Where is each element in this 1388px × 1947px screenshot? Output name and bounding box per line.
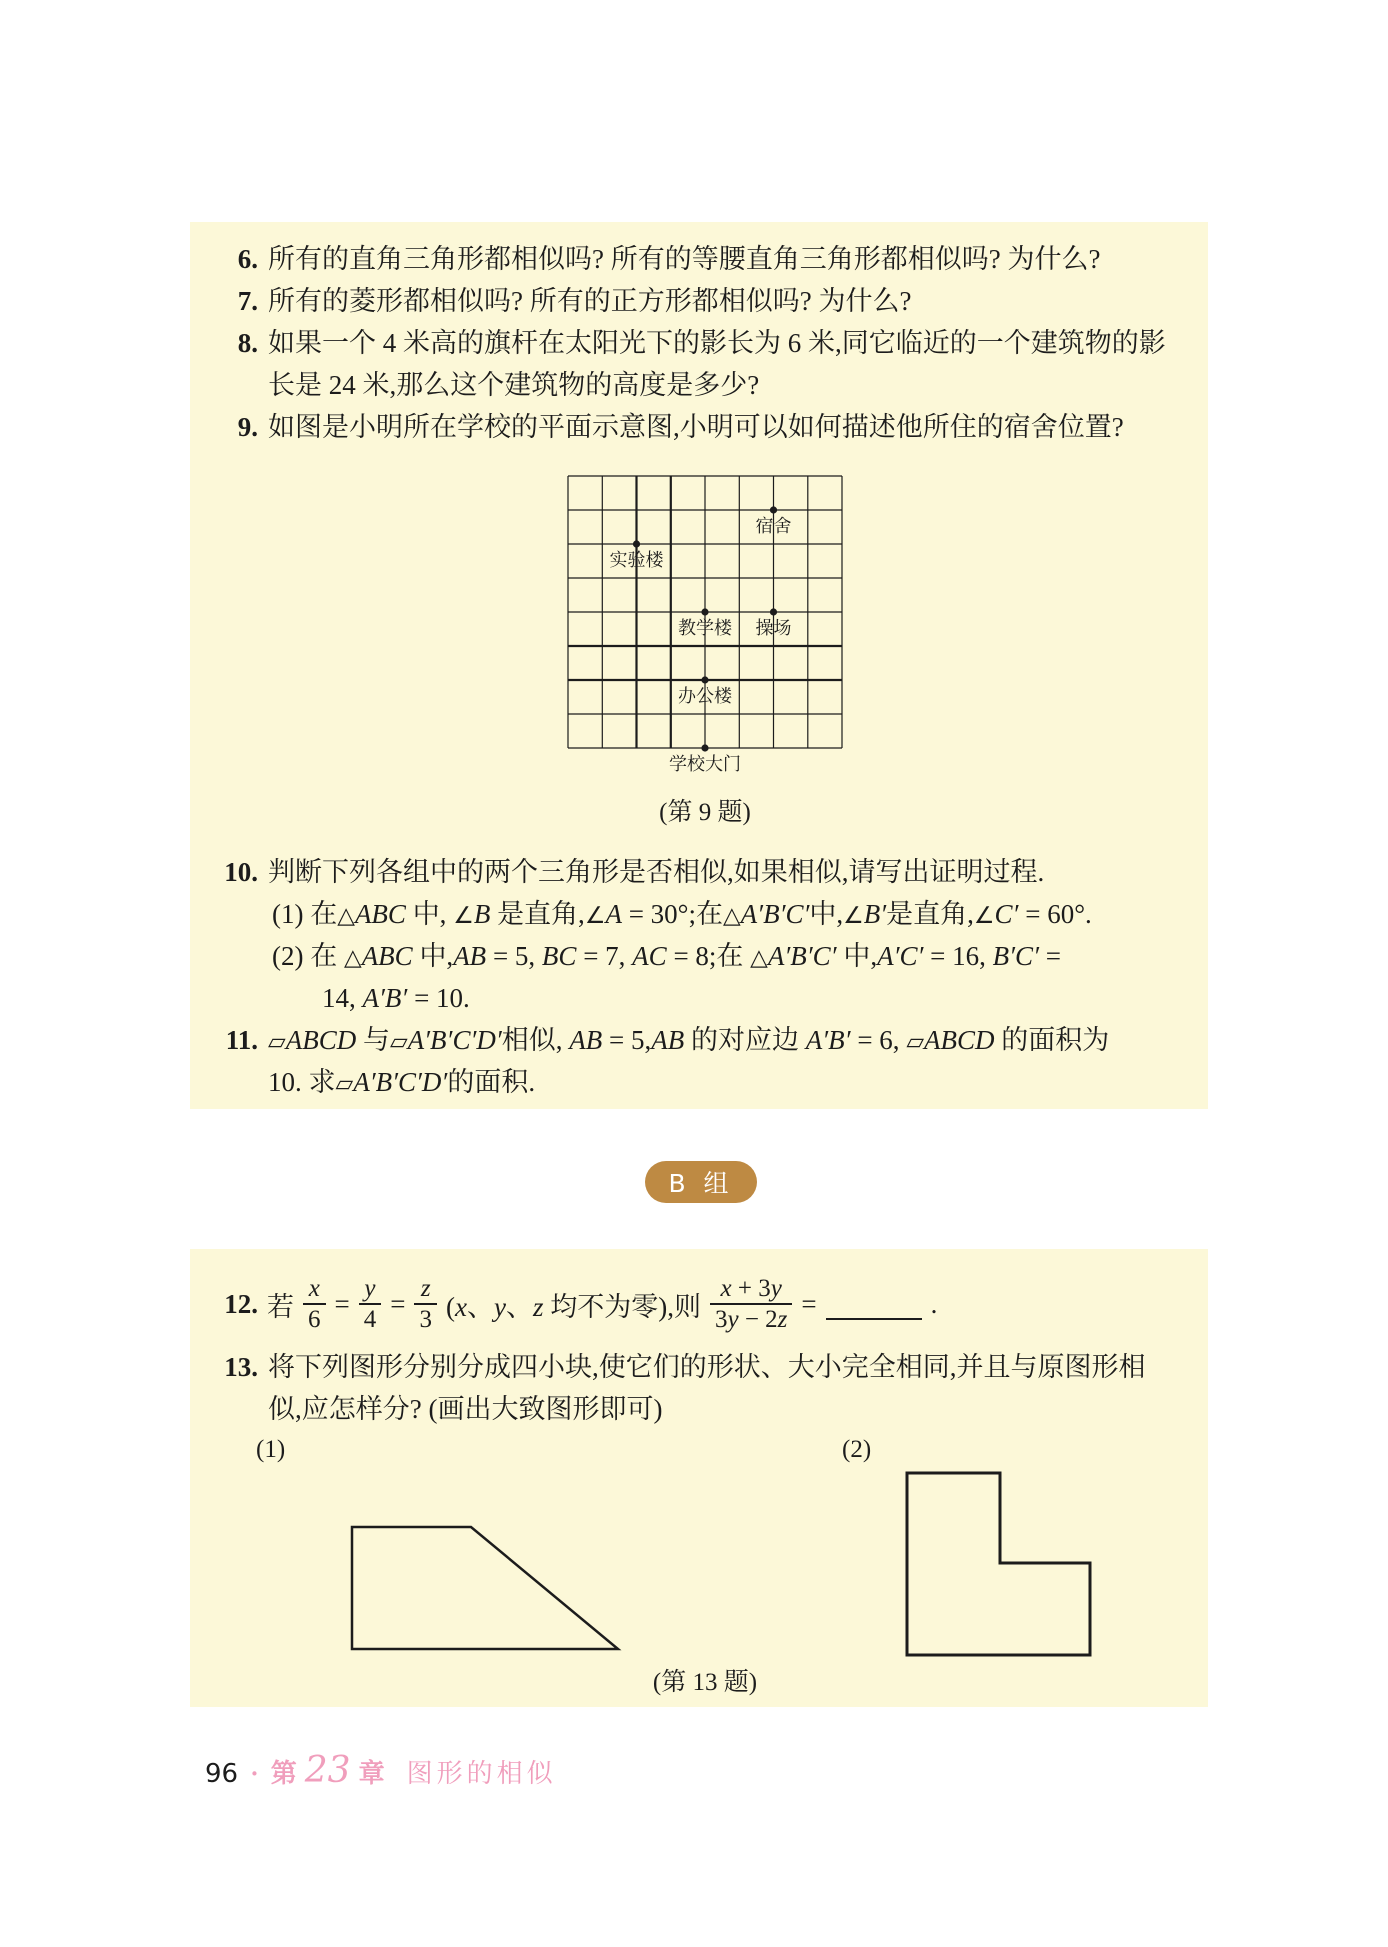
- problem-8-text-line2: 长是 24 米,那么这个建筑物的高度是多少?: [268, 370, 760, 400]
- playground-label: 操场: [755, 618, 792, 638]
- page-number: 96: [205, 1759, 239, 1789]
- problem-13-text-line2: 似,应怎样分? (画出大致图形即可): [268, 1394, 663, 1424]
- problem-9-text: 如图是小明所在学校的平面示意图,小明可以如何描述他所住的宿舍位置?: [268, 412, 1124, 442]
- fraction-denominator: 6: [303, 1303, 326, 1334]
- figure-13-caption: (第 13 题): [652, 1669, 758, 1696]
- group-b-badge-label: B 组: [668, 1169, 734, 1198]
- problem-13-line2: [268, 1388, 662, 1430]
- problem-11-number: 11.: [225, 1025, 258, 1055]
- group-b-badge: [645, 1161, 757, 1203]
- fraction-expression: [710, 1275, 792, 1334]
- fraction-numerator: x + 3y: [720, 1274, 782, 1302]
- problem-13-text-line1: 将下列图形分别分成四小块,使它们的形状、大小完全相同,并且与原图形相: [268, 1352, 1146, 1382]
- problem-8-line2: [268, 364, 759, 406]
- dorm-label: 宿舍: [755, 516, 792, 536]
- fraction-numerator: x: [308, 1274, 320, 1302]
- chapter-title: 图形的相似: [406, 1759, 557, 1788]
- problem-11-line2: 10. 求▱A′B′C′D′的面积.: [268, 1067, 536, 1097]
- office-building-label: 办公楼: [678, 686, 732, 706]
- problem-8-line1: [200, 322, 1166, 364]
- fraction-y-over-4: [359, 1275, 382, 1334]
- lab-building-dot: [633, 540, 640, 547]
- problem-10-number: 10.: [224, 857, 258, 887]
- answer-blank: [826, 1288, 922, 1320]
- problem-13-number: 13.: [224, 1352, 258, 1382]
- problem-10-item-2: (2) 在 △ABC 中,AB = 5, BC = 7, AC = 8;在 △A′B′C′ 中,A′C′ = 16, B′C′ =: [272, 941, 1061, 971]
- problem-12-prefix: 若: [267, 1291, 294, 1322]
- fraction-x-over-6: [303, 1275, 326, 1334]
- separator-dot: ·: [250, 1759, 259, 1788]
- problem-10-item-1: (1) 在△ABC 中, ∠B 是直角,∠A = 30°;在△A′B′C′中,∠B′是直角,∠C′ = 60°.: [272, 899, 1092, 929]
- chapter-prefix: 第: [270, 1759, 297, 1788]
- problem-11-text-line1: ▱ABCD 与▱A′B′C′D′相似, AB = 5,AB 的对应边 A′B′ = 6, ▱ABCD 的面积为: [268, 1025, 1110, 1055]
- teaching-building-label: 教学楼: [678, 618, 732, 638]
- problem-9: [200, 406, 1124, 448]
- problem-6-text: 所有的直角三角形都相似吗? 所有的等腰直角三角形都相似吗? 为什么?: [268, 244, 1101, 274]
- problem-9-number: 9.: [237, 412, 258, 442]
- problem-7-number: 7.: [237, 286, 258, 316]
- problem-12: [200, 1266, 937, 1342]
- problem-7: [200, 280, 911, 322]
- problem-8-text-line1: 如果一个 4 米高的旗杆在太阳光下的影长为 6 米,同它临近的一个建筑物的影: [268, 328, 1166, 358]
- school-gate-label: 学校大门: [669, 754, 741, 774]
- figure-13-shape1-label: (1): [256, 1436, 286, 1463]
- trapezoid-shape: [350, 1524, 622, 1652]
- school-map-grid: [568, 476, 842, 774]
- equals-sign: =: [390, 1288, 406, 1319]
- problem-10-item-2-cont: 14, A′B′ = 10.: [322, 983, 470, 1013]
- problem-10-text: 判断下列各组中的两个三角形是否相似,如果相似,请写出证明过程.: [268, 857, 1045, 887]
- problem-6-number: 6.: [237, 244, 258, 274]
- fraction-denominator: 4: [359, 1303, 382, 1334]
- playground-dot: [770, 608, 777, 615]
- lab-building-label: 实验楼: [609, 550, 664, 570]
- problem-10: [200, 851, 1044, 893]
- fraction-numerator: z: [420, 1274, 431, 1302]
- fraction-numerator: y: [364, 1274, 376, 1302]
- school-gate-dot: [701, 744, 708, 751]
- problem-6: [200, 238, 1100, 280]
- fraction-denominator: 3y − 2z: [710, 1303, 792, 1334]
- chapter-suffix: 章: [358, 1759, 385, 1788]
- fraction-z-over-3: [414, 1275, 437, 1334]
- equals-sign: =: [334, 1288, 350, 1319]
- equals-sign: =: [801, 1288, 817, 1319]
- problem-8-number: 8.: [237, 328, 258, 358]
- problem-13-line1: [200, 1346, 1146, 1388]
- l-shape: [904, 1470, 1094, 1658]
- dorm-dot: [770, 506, 777, 513]
- period: .: [930, 1288, 938, 1319]
- figure-13-shape2-label: (2): [842, 1436, 872, 1463]
- fraction-denominator: 3: [414, 1303, 437, 1334]
- problem-11-line1: [200, 1019, 1109, 1063]
- problem-12-condition: (x、y、z 均不为零),则: [445, 1291, 701, 1322]
- office-building-dot: [701, 676, 708, 683]
- chapter-number: 23: [304, 1750, 351, 1791]
- problem-7-text: 所有的菱形都相似吗? 所有的正方形都相似吗? 为什么?: [268, 286, 912, 316]
- problem-12-number: 12.: [224, 1288, 258, 1319]
- figure-9-caption: (第 9 题): [659, 799, 751, 826]
- teaching-building-dot: [701, 608, 708, 615]
- page-footer: [205, 1750, 557, 1791]
